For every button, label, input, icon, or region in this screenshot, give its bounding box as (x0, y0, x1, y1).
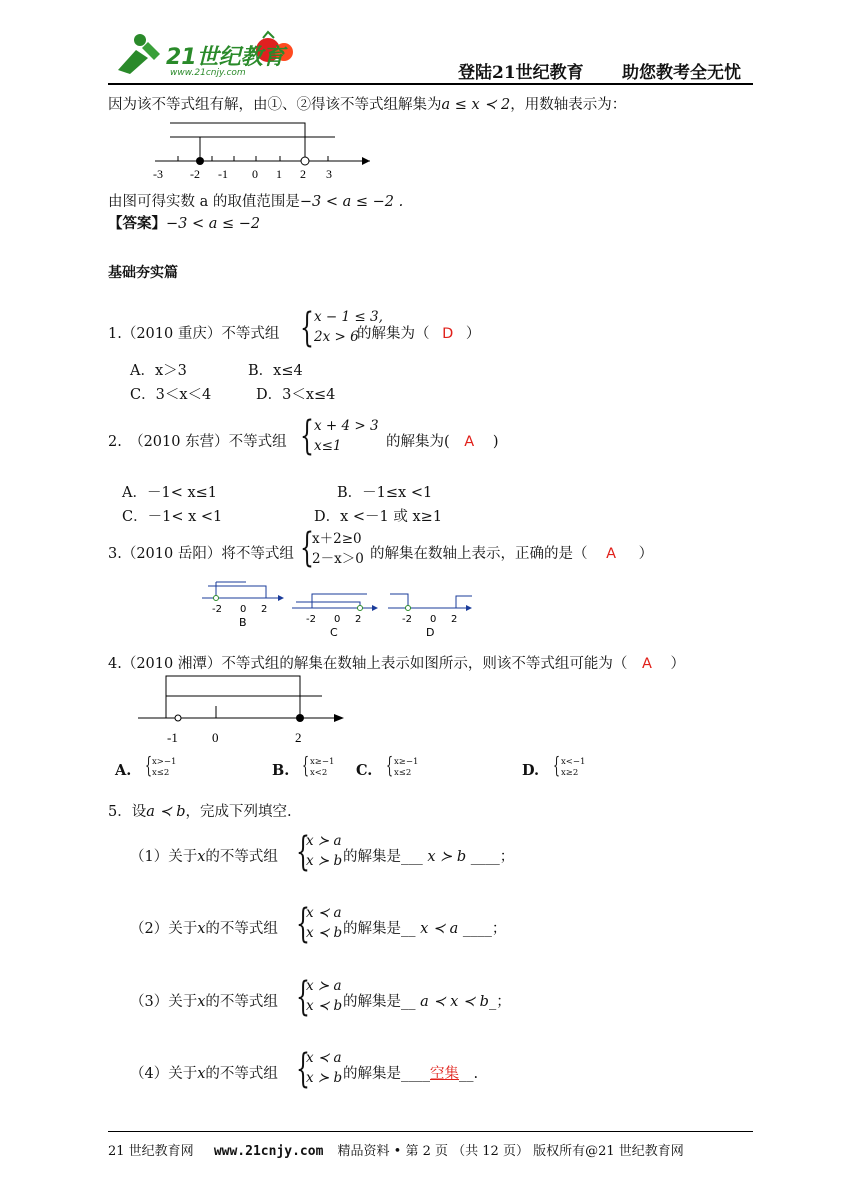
q1-sys-line2: 2x > 6 (314, 329, 359, 345)
footer (108, 1140, 684, 1159)
q5-brace: { (296, 1046, 310, 1092)
q5-after: 的解集是 (343, 849, 401, 865)
tick-label: 2 (300, 167, 306, 181)
q2-optB: B．－1≤x <1 (337, 485, 433, 501)
q5-item-4-text (130, 1062, 278, 1083)
q5-intro-b: ，完成下列填空. (185, 804, 292, 820)
q3-sys-line2: 2－x＞0 (312, 551, 364, 567)
header-site: 登陆21世纪教育 (458, 63, 584, 83)
q2-sys-line1: x + 4 > 3 (314, 418, 379, 434)
logo (108, 30, 298, 82)
footer-site: 21 世纪教育网 (108, 1144, 194, 1159)
section-title: 基础夯实篇 (108, 265, 178, 281)
q1-optB: B．x≤4 (248, 363, 303, 379)
q5-sys-line: x ≻ b (306, 1070, 343, 1086)
tick-label: 2 (295, 730, 302, 745)
option-label-b: B (239, 616, 247, 629)
q1-optD: D．3＜x≤4 (256, 387, 336, 403)
tick-label: -2 (306, 614, 316, 625)
q5-blank: ____ (401, 1066, 430, 1082)
q5-blank: ____； (462, 921, 507, 937)
q5-item-3-text (130, 990, 278, 1011)
answer-label: 【答案】 (108, 215, 166, 232)
q5-answer: x ≺ a (420, 921, 459, 937)
q2-system (314, 416, 379, 456)
q5-item-1-text (130, 845, 278, 866)
q4-optB-brace: { (302, 754, 309, 779)
q5-sys-line: x ≻ a (306, 833, 342, 849)
q1-suffix (357, 322, 480, 343)
q2-optD: D．x <－1 或 x≥1 (314, 509, 443, 525)
q5-prefix: （1）关于 (130, 849, 198, 865)
q5-item-1-answer (343, 845, 514, 866)
q5-intro (108, 800, 292, 821)
q4-answer: A (641, 656, 652, 672)
q2-sys-line2: x≤1 (314, 438, 342, 454)
q2-close: ) (492, 434, 499, 450)
q5-blank: _； (488, 994, 511, 1010)
q2-answer: A (464, 434, 475, 450)
q5-prefix: （3）关于 (130, 994, 198, 1010)
tick-label: 0 (430, 614, 437, 625)
q5-var: x (197, 994, 206, 1010)
intro-line1 (108, 93, 626, 114)
q5-mid: 的不等式组 (205, 849, 278, 865)
q3-suffix-text: 的解集在数轴上表示，正确的是（ (370, 546, 588, 562)
q3-option-c-line (292, 590, 382, 642)
footer-url[interactable]: www.21cnjy.com (213, 1144, 324, 1159)
intro-line2-math: −3 < a ≤ −2 . (299, 194, 404, 210)
answer-math: −3 < a ≤ −2 (166, 216, 261, 232)
q3-sys-line1: x＋2≥0 (312, 531, 362, 547)
tick-label: 2 (261, 604, 268, 615)
q2-brace: { (300, 413, 314, 459)
q4-optA-brace: { (145, 754, 152, 779)
logo-main-text: 21世纪教育 (166, 45, 285, 70)
q3-prefix: 3.（2010 岳阳）将不等式组 (108, 546, 294, 562)
q5-after: 的解集是 (343, 994, 401, 1010)
q4-optC-line1: x≥−1 (394, 757, 419, 767)
q5-item-4-answer (343, 1062, 478, 1083)
q4-optA-line2: x≤2 (152, 768, 170, 778)
q5-item-2-text (130, 917, 278, 938)
q5-answer: a ≺ x ≺ b (420, 994, 489, 1010)
q1-prefix: 1.（2010 重庆）不等式组 (108, 326, 280, 342)
q5-item-3-answer (343, 990, 511, 1011)
tick-label: 2 (451, 614, 458, 625)
q5-sys-line: x ≺ b (306, 998, 343, 1014)
intro-line1-text-a: 因为该不等式组有解，由①、②得该不等式组解集为 (108, 97, 442, 113)
q5-after: 的解集是 (343, 921, 401, 937)
footer-info: 精品资料 • 第 2 页 （共 12 页） 版权所有@21 世纪教育网 (337, 1144, 684, 1159)
q5-sys-line: x ≺ b (306, 925, 343, 941)
tick-label: 1 (276, 167, 282, 181)
q4-optC-line2: x≤2 (394, 768, 412, 778)
intro-line1-text-b: ，用数轴表示为： (510, 97, 627, 113)
footer-rule (108, 1131, 753, 1132)
q5-system (306, 976, 342, 1016)
tick-label: -1 (167, 730, 178, 745)
q4-optA-label: A. (115, 762, 132, 779)
q5-blank: __ (401, 921, 416, 937)
q3-suffix (370, 542, 653, 563)
q4-optA-line1: x>−1 (152, 757, 177, 767)
q4-optD-line2: x≥2 (561, 768, 579, 778)
q1-suffix-text: 的解集为（ (357, 326, 430, 342)
q1-answer: D (442, 326, 454, 342)
q4-close: ） (670, 656, 685, 672)
q5-intro-math: a ≺ b (146, 804, 186, 820)
header-rule (108, 83, 753, 85)
q3-brace: { (300, 525, 314, 571)
q5-var: x (197, 1066, 206, 1082)
q5-answer: 空集 (430, 1066, 459, 1082)
tick-label: -2 (402, 614, 412, 625)
q5-blank: ____； (470, 849, 515, 865)
tick-label: 3 (326, 167, 332, 181)
q4-optC-label: C. (356, 762, 373, 779)
q5-mid: 的不等式组 (205, 1066, 278, 1082)
tick-label: -2 (190, 167, 200, 181)
q5-blank: __ (401, 994, 416, 1010)
q3-close: ） (638, 546, 654, 562)
option-label-d: D (426, 626, 435, 639)
q5-var: x (197, 921, 206, 937)
q5-after: 的解集是 (343, 1066, 401, 1082)
q3-system (312, 529, 364, 569)
q5-sys-line: x ≺ a (306, 905, 342, 921)
q4-optD-brace: { (553, 754, 560, 779)
q5-sys-line: x ≺ a (306, 1050, 342, 1066)
q5-answer: x ≻ b (427, 849, 467, 865)
q5-sys-line: x ≻ b (306, 853, 343, 869)
q4-optA-system (152, 757, 176, 779)
q4-optB-label: B. (272, 762, 290, 779)
tick-label: 0 (252, 167, 258, 181)
q5-intro-a: 5．设 (108, 804, 147, 820)
q4-optB-system (310, 757, 334, 779)
q2-suffix-text: 的解集为( (386, 434, 450, 450)
q5-sys-line: x ≻ a (306, 978, 342, 994)
intro-line2-text: 由图可得实数 a 的取值范围是 (108, 194, 300, 210)
q1-close: ） (465, 326, 481, 342)
q4-optC-system (394, 757, 418, 779)
tick-label: 0 (334, 614, 341, 625)
q2-prefix: 2. （2010 东营）不等式组 (108, 434, 287, 450)
logo-url-text: www.21cnjy.com (170, 68, 246, 78)
q3-option-d-line (388, 590, 478, 642)
q5-blank: ___ (401, 849, 423, 865)
answer-line (108, 212, 260, 233)
q5-mid: 的不等式组 (205, 994, 278, 1010)
intro-line1-math: a ≤ x ≺ 2 (441, 97, 511, 113)
q5-mid: 的不等式组 (205, 921, 278, 937)
option-label-c: C (330, 626, 338, 639)
q5-prefix: （4）关于 (130, 1066, 198, 1082)
tick-label: 0 (240, 604, 247, 615)
q2-suffix (386, 430, 498, 451)
q3-option-b-line (198, 580, 288, 630)
header-slogan: 助您教考全无忧 (622, 63, 741, 83)
q1-optC: C．3＜x＜4 (130, 387, 212, 403)
tick-label: -2 (212, 604, 222, 615)
q5-prefix: （2）关于 (130, 921, 198, 937)
q4-optD-label: D. (522, 762, 540, 779)
q5-system (306, 831, 342, 871)
q5-brace: { (296, 829, 310, 875)
q5-var: x (197, 849, 206, 865)
q5-brace: { (296, 974, 310, 1020)
q4-prefix-text: 4.（2010 湘潭）不等式组的解集在数轴上表示如图所示，则该不等式组可能为（ (108, 656, 628, 672)
intro-number-line (150, 115, 380, 185)
q2-optC: C．－1< x <1 (122, 509, 223, 525)
q4-number-line (130, 674, 360, 746)
q4-optD-system (561, 757, 585, 779)
q1-optA: A．x＞3 (130, 363, 187, 379)
q1-sys-line1: x − 1 ≤ 3, (314, 309, 383, 325)
q5-item-2-answer (343, 917, 506, 938)
q4-prefix (108, 652, 685, 673)
intro-line2 (108, 190, 403, 211)
q3-answer: A (606, 546, 617, 562)
tick-label: -1 (218, 167, 228, 181)
q4-optD-line1: x<−1 (561, 757, 586, 767)
q5-system (306, 903, 342, 943)
q5-brace: { (296, 901, 310, 947)
tick-label: -3 (153, 167, 163, 181)
q2-optA: A．－1< x≤1 (122, 485, 218, 501)
q4-optB-line2: x<2 (310, 768, 328, 778)
tick-label: 0 (212, 730, 219, 745)
q4-optC-brace: { (386, 754, 393, 779)
q5-blank: __. (459, 1066, 479, 1082)
q4-optB-line1: x≥−1 (310, 757, 335, 767)
q5-system (306, 1048, 342, 1088)
q1-brace: { (300, 305, 314, 351)
tick-label: 2 (355, 614, 362, 625)
